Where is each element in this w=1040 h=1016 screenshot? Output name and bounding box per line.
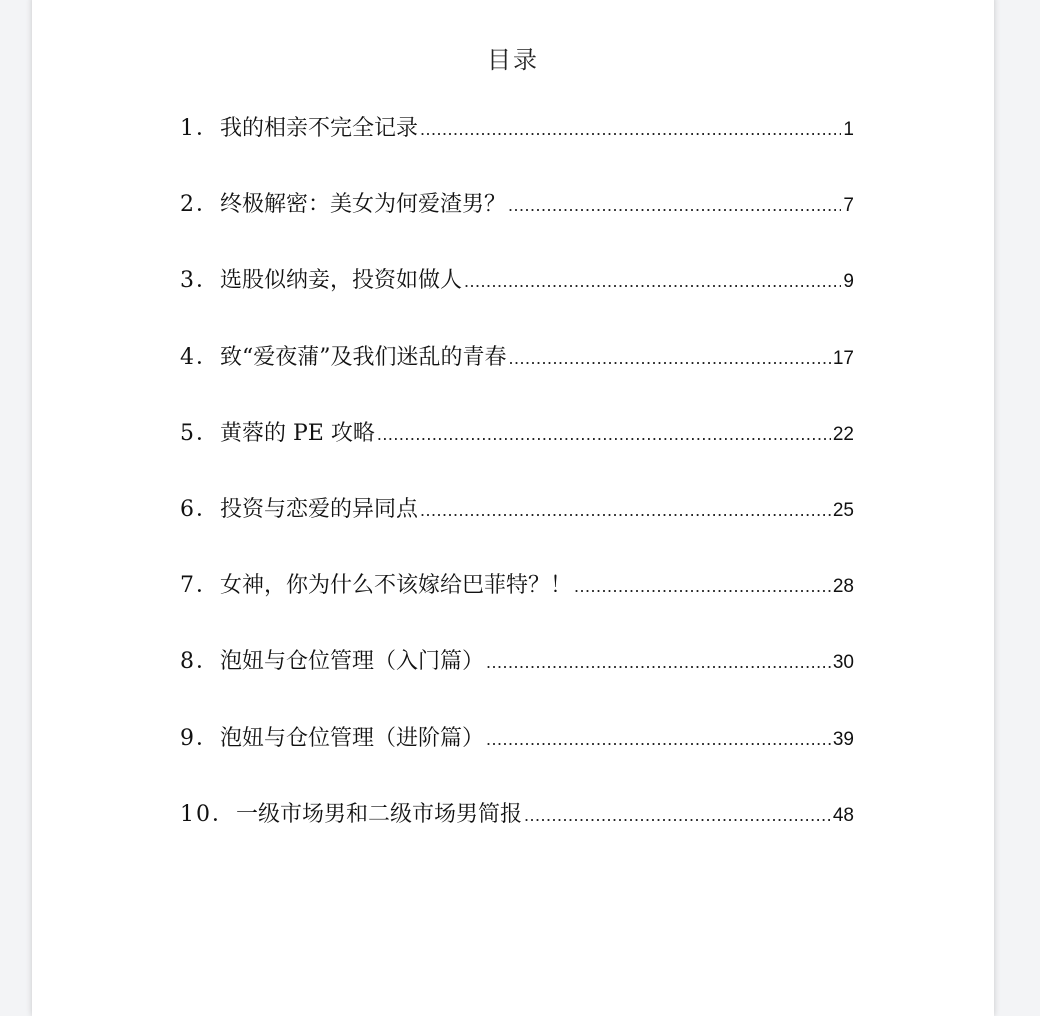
toc-entry-5[interactable] [180,401,854,477]
toc-entry-title: 致“爱夜蒲”及我们迷乱的青春 [220,344,507,370]
toc-entry-title: 黄蓉的 PE 攻略 [220,420,375,446]
toc-dot-leader [486,629,831,695]
toc-entry-page: 17 [832,347,854,369]
toc-dot-leader [377,401,831,467]
toc-entry-title: 终极解密：美女为何爱渣男？ [220,192,507,218]
toc-entry-page: 7 [843,195,854,217]
toc-dot-leader [574,553,831,619]
toc-entry-number: 2． [180,192,220,218]
toc-entry-7[interactable] [180,553,854,629]
toc-entry-number: 4． [180,344,220,370]
toc-entry-title: 泡妞与仓位管理（入门篇） [220,649,485,675]
toc-dot-leader [524,782,831,848]
toc-entry-number: 8． [180,649,220,675]
toc-entry-1[interactable] [180,96,854,172]
toc-entry-title: 选股似纳妾，投资如做人 [220,268,463,294]
toc-entry-8[interactable] [180,629,854,705]
toc-entry-page: 22 [832,423,854,445]
toc-dot-leader [509,325,831,391]
toc-dot-leader [420,477,831,543]
toc-entry-page: 9 [843,271,854,293]
toc-entry-6[interactable] [180,477,854,553]
toc-entry-4[interactable] [180,325,854,401]
toc-entry-number: 9． [180,725,220,751]
toc-entry-page: 1 [843,119,854,140]
toc-entry-title: 一级市场男和二级市场男简报 [236,801,523,827]
document-page [32,0,994,1016]
toc-list [180,96,854,858]
toc-entry-title: 投资与恋爱的异同点 [220,496,419,522]
toc-entry-title: 我的相亲不完全记录 [220,116,419,141]
toc-entry-3[interactable] [180,248,854,324]
toc-entry-page: 28 [832,576,854,598]
toc-entry-number: 10． [180,801,236,827]
toc-entry-10[interactable] [180,782,854,858]
toc-entry-title: 女神，你为什么不该嫁给巴菲特？！ [220,573,573,599]
toc-entry-page: 48 [832,804,854,826]
toc-entry-number: 5． [180,420,220,446]
toc-entry-page: 39 [832,728,854,750]
toc-dot-leader [508,172,841,238]
toc-dot-leader [464,248,841,314]
toc-entry-number: 6． [180,496,220,522]
toc-entry-9[interactable] [180,706,854,782]
toc-entry-2[interactable] [180,172,854,248]
toc-entry-page: 25 [832,499,854,521]
toc-dot-leader [486,706,831,772]
toc-dot-leader [420,96,841,162]
toc-entry-number: 1． [180,116,220,141]
toc-entry-page: 30 [832,652,854,674]
toc-entry-title: 泡妞与仓位管理（进阶篇） [220,725,485,751]
toc-title: 目录 [487,46,539,74]
toc-entry-number: 3． [180,268,220,294]
toc-entry-number: 7． [180,573,220,599]
